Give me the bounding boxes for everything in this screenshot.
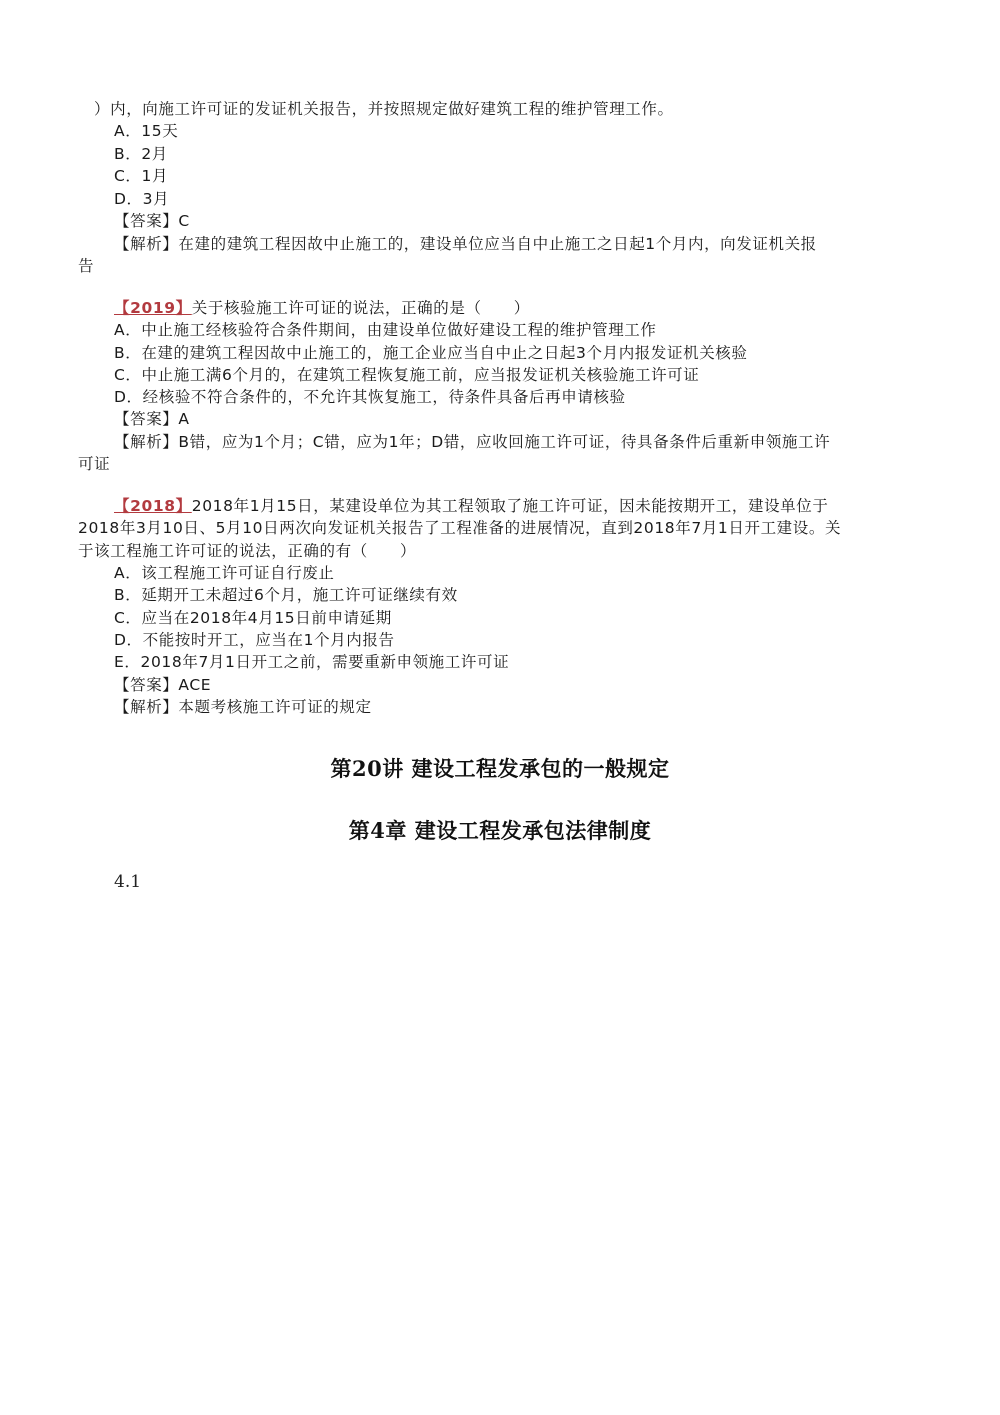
q3-option-a: A．该工程施工许可证自行废止 (114, 564, 335, 582)
q2-stem: 关于核验施工许可证的说法，正确的是（ ） (191, 299, 530, 317)
lecture-title: 第20讲 建设工程发承包的一般规定 (330, 756, 670, 781)
q1-stem-tail: ）内，向施工许可证的发证机关报告，并按照规定做好建筑工程的维护管理工作。 (94, 100, 674, 118)
q2-option-c: C．中止施工满6个月的，在建筑工程恢复施工前，应当报发证机关核验施工许可证 (114, 366, 700, 384)
q3-year-tag: 【2018】 (114, 497, 192, 515)
q2-option-a: A．中止施工经核验符合条件期间，由建设单位做好建设工程的维护管理工作 (114, 321, 657, 339)
q3-option-b: B．延期开工未超过6个月，施工许可证继续有效 (114, 586, 458, 604)
section-number: 4.1 (114, 872, 142, 892)
q1-analysis-line1: 【解析】在建的建筑工程因故中止施工的，建设单位应当自中止施工之日起1个月内，向发证机关报 (114, 235, 817, 253)
q3-option-c: C．应当在2018年4月15日前申请延期 (114, 609, 392, 627)
q2-analysis-line1: 【解析】B错，应为1个月；C错，应为1年；D错，应收回施工许可证，待具备条件后重新申领施工许 (114, 433, 831, 451)
q3-answer: 【答案】ACE (114, 676, 212, 694)
chapter-title: 第4章 建设工程发承包法律制度 (348, 818, 652, 843)
q3-option-d: D．不能按时开工，应当在1个月内报告 (114, 631, 395, 649)
q1-option-d: D．3月 (114, 190, 170, 208)
q3-stem-line3: 于该工程施工许可证的说法，正确的有（ ） (78, 542, 417, 560)
q3-option-e: E．2018年7月1日开工之前，需要重新申领施工许可证 (114, 653, 510, 671)
q2-analysis-line2: 可证 (78, 455, 111, 473)
q2-year-tag: 【2019】 (114, 299, 192, 317)
q1-option-c: C．1月 (114, 167, 169, 185)
q1-analysis-line2: 告 (78, 257, 95, 275)
q2-option-b: B．在建的建筑工程因故中止施工的，施工企业应当自中止之日起3个月内报发证机关核验 (114, 344, 748, 362)
q3-stem-line2: 2018年3月10日、5月10日两次向发证机关报告了工程准备的进展情况，直到2018年7月1日开工建设。关 (78, 519, 842, 537)
q1-answer: 【答案】C (114, 212, 190, 230)
q2-option-d: D．经核验不符合条件的，不允许其恢复施工，待条件具备后再申请核验 (114, 388, 626, 406)
q1-option-a: A．15天 (114, 122, 179, 140)
q3-stem-1: 2018年1月15日，某建设单位为其工程领取了施工许可证，因未能按期开工，建设单位于 (191, 497, 829, 515)
q2-answer: 【答案】A (114, 410, 190, 428)
q3-analysis: 【解析】本题考核施工许可证的规定 (114, 698, 372, 716)
q2-stem-line (114, 297, 530, 319)
q3-stem-line1 (114, 495, 828, 517)
q1-option-b: B．2月 (114, 145, 168, 163)
